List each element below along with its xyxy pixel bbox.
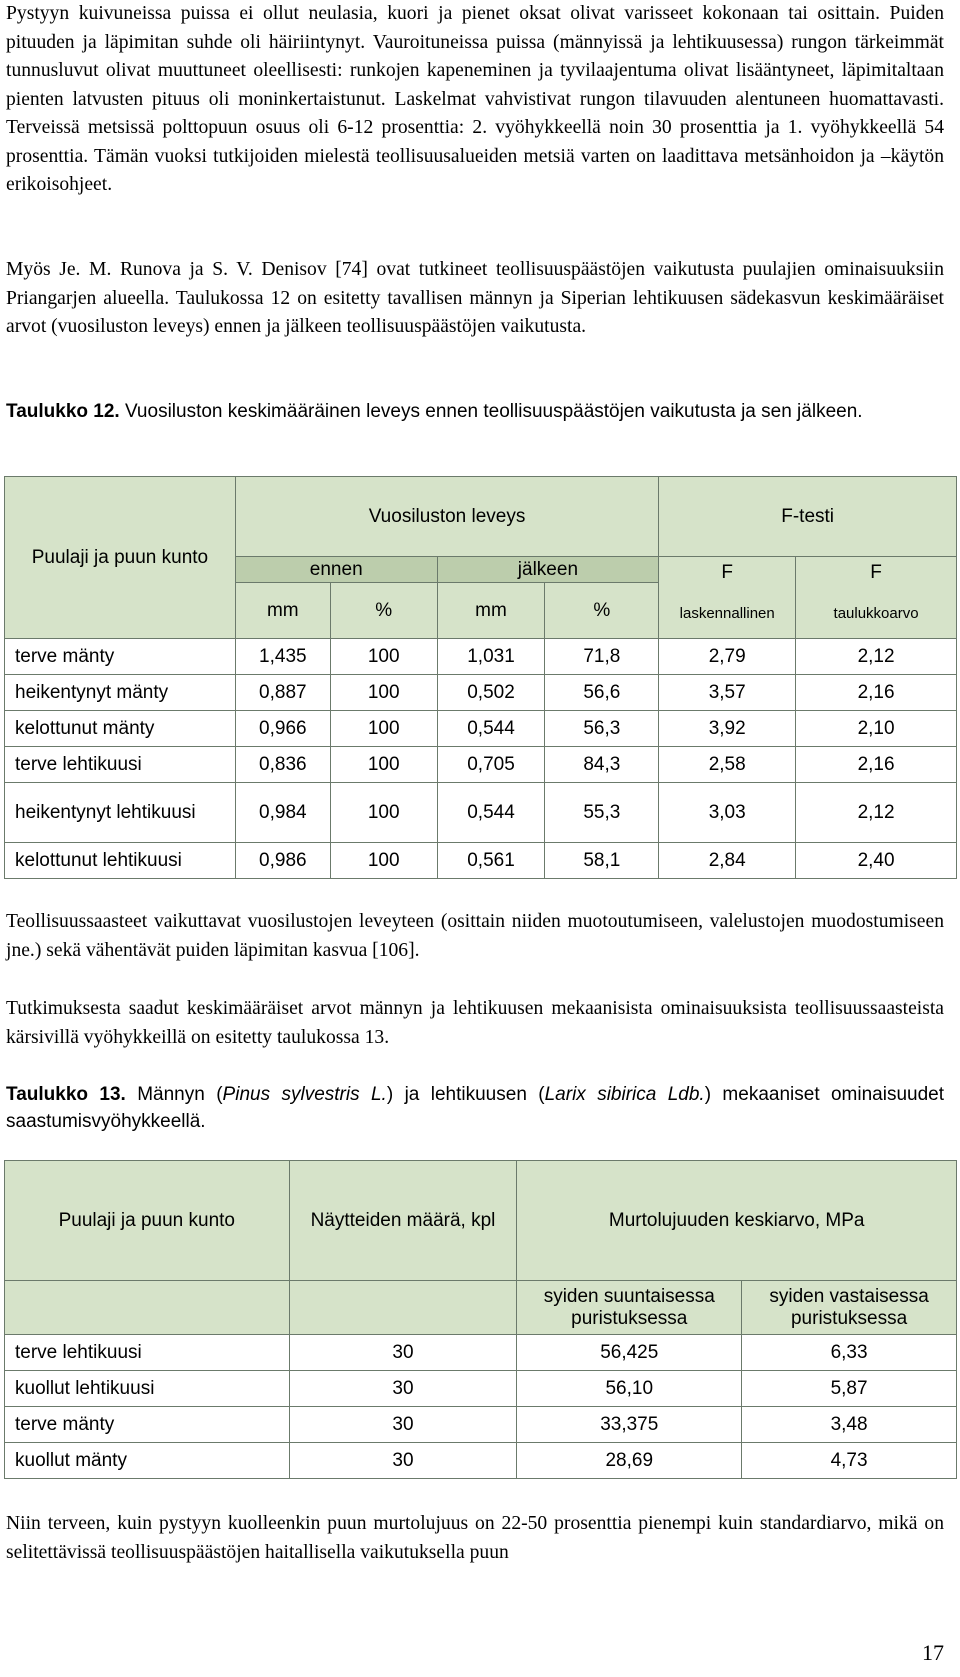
t13-cell-name: kuollut mänty: [5, 1443, 290, 1479]
t12-cell: 0,544: [437, 783, 545, 843]
t12-cell: 100: [330, 639, 437, 675]
t12-cell: 2,16: [796, 747, 957, 783]
t12-head-before: ennen: [235, 557, 437, 583]
t13-cell: 56,425: [517, 1335, 742, 1371]
t12-cell: 0,986: [235, 843, 330, 879]
t12-cell-name: heikentynyt mänty: [5, 675, 236, 711]
t12-cell: 3,03: [659, 783, 796, 843]
paragraph-2: Myös Je. M. Runova ja S. V. Denisov [74] ovat tutkineet teollisuuspäästöjen vaikutusta puulajien ominaisuuksiin Priangarjen alueella. Taulukossa 12 on esitetty tavallisen männyn ja Siperian lehtikuusen sädekasvun keskimääräiset arvot (vuosiluston leveys) ennen ja jälkeen teollisuuspäästöjen vaikutusta.: [6, 259, 944, 337]
t12-head-ftest: F-testi: [659, 477, 957, 557]
table-row: [5, 639, 957, 675]
table-12-caption-text: Vuosiluston keskimääräinen leveys ennen teollisuuspäästöjen vaikutusta ja sen jälkeen.: [124, 401, 863, 422]
t12-cell: 71,8: [545, 639, 659, 675]
t12-cell: 58,1: [545, 843, 659, 879]
t13-cell: 30: [289, 1443, 517, 1479]
t12-f-calc-label: laskennallinen: [679, 605, 775, 622]
t12-cell: 84,3: [545, 747, 659, 783]
t12-unit-pct-after: %: [545, 583, 659, 639]
table-13-caption-a: Männyn (: [137, 1084, 223, 1105]
table-13-caption-label: Taulukko 13.: [6, 1084, 126, 1105]
table-row: [5, 783, 957, 843]
table-row: [5, 843, 957, 879]
t12-cell-name: kelottunut mänty: [5, 711, 236, 747]
t12-unit-mm-before: mm: [235, 583, 330, 639]
table-13-caption-pinus: Pinus sylvestris L.: [222, 1084, 387, 1105]
t12-cell-name: terve mänty: [5, 639, 236, 675]
t12-head-f-calc: [659, 557, 796, 639]
table-row: [5, 711, 957, 747]
t12-cell: 0,836: [235, 747, 330, 783]
table-13-caption: [6, 1081, 944, 1135]
t12-cell: 56,6: [545, 675, 659, 711]
t12-cell: 0,984: [235, 783, 330, 843]
t12-head-after: jälkeen: [437, 557, 659, 583]
t12-cell: 55,3: [545, 783, 659, 843]
t12-cell: 100: [330, 783, 437, 843]
table-row: [5, 1443, 957, 1479]
t12-cell-name: heikentynyt lehtikuusi: [5, 783, 236, 843]
t12-cell: 2,40: [796, 843, 957, 879]
t13-cell: 5,87: [742, 1371, 957, 1407]
t12-cell: 0,705: [437, 747, 545, 783]
t13-cell-name: terve lehtikuusi: [5, 1335, 290, 1371]
t12-cell: 0,561: [437, 843, 545, 879]
t12-cell: 3,92: [659, 711, 796, 747]
t12-cell: 2,10: [796, 711, 957, 747]
t12-cell: 100: [330, 675, 437, 711]
table-13-caption-c: ) mekaaniset ominaisuudet saastumisvyöhykkeellä.: [6, 1084, 945, 1132]
t13-head-samples: Näytteiden määrä, kpl: [289, 1161, 517, 1281]
t13-cell: 33,375: [517, 1407, 742, 1443]
t12-cell: 2,16: [796, 675, 957, 711]
t13-cell: 6,33: [742, 1335, 957, 1371]
table-12: [4, 476, 957, 879]
t13-cell: 30: [289, 1407, 517, 1443]
t12-cell: 0,887: [235, 675, 330, 711]
table-row: [5, 1371, 957, 1407]
t12-cell: 2,12: [796, 639, 957, 675]
t12-cell: 2,12: [796, 783, 957, 843]
t12-cell: 1,031: [437, 639, 545, 675]
table-row: [5, 675, 957, 711]
t12-cell: 100: [330, 747, 437, 783]
t13-cell: 56,10: [517, 1371, 742, 1407]
paragraph-3: Teollisuussaasteet vaikuttavat vuosilustojen leveyteen (osittain niiden muotoutumiseen, valelustojen muodostumiseen jne.) sekä vähentävät puiden läpimitan kasvua [106].: [6, 911, 944, 961]
t12-head-width: Vuosiluston leveys: [235, 477, 658, 557]
t13-head-species: Puulaji ja puun kunto: [5, 1161, 290, 1281]
t12-head-species: Puulaji ja puun kunto: [5, 477, 236, 639]
table-13-caption-b: ) ja lehtikuusen (: [386, 1084, 545, 1105]
paragraph-5: Niin terveen, kuin pystyyn kuolleenkin puun murtolujuus on 22-50 prosenttia pienempi kuin standardiarvo, mikä on selitettävissä teollisuuspäästöjen haitallisella vaikutuksella puun: [6, 1513, 944, 1563]
t12-cell: 3,57: [659, 675, 796, 711]
table-12-caption-label: Taulukko 12.: [6, 401, 120, 422]
t12-cell: 2,58: [659, 747, 796, 783]
t12-cell: 0,544: [437, 711, 545, 747]
t12-cell: 2,79: [659, 639, 796, 675]
t13-cell-name: terve mänty: [5, 1407, 290, 1443]
t12-cell: 56,3: [545, 711, 659, 747]
t12-cell-name: kelottunut lehtikuusi: [5, 843, 236, 879]
t13-head-along: syiden suuntaisessa puristuksessa: [517, 1281, 742, 1335]
t13-cell: 30: [289, 1335, 517, 1371]
t12-unit-mm-after: mm: [437, 583, 545, 639]
t12-unit-pct-before: %: [330, 583, 437, 639]
table-row: [5, 747, 957, 783]
paragraph-1: Pystyyn kuivuneissa puissa ei ollut neulasia, kuori ja pienet oksat olivat varisseet kokonaan tai osittain. Puiden pituuden ja läpimitan suhde oli häiriintynyt. Vauroituneissa puissa (männyissä ja lehtikuusessa) rungon tärkeimmät tunnusluvut olivat muuttuneet oleellisesti: runkojen kapeneminen ja tyvilaajentuma olivat lisääntyneet, läpimitaltaan pienten latvusten pituus oli moninkertaistunut. Laskelmat vahvistivat rungon tilavuuden alentuneen huomattavasti. Terveissä metsissä polttopuun osuus oli 6-12 prosenttia: 2. vyöhykkeellä noin 30 prosenttia ja 1. vyöhykkeellä 54 prosenttia. Tämän vuoksi tutkijoiden mielestä teollisuusalueiden metsiä varten on laadittava metsänhoidon ja –käytön erikoisohjeet.: [6, 3, 944, 195]
t12-f-calc-letter: F: [721, 562, 733, 583]
t13-cell: 4,73: [742, 1443, 957, 1479]
table-13: [4, 1160, 957, 1479]
t13-cell: 3,48: [742, 1407, 957, 1443]
t12-cell-name: terve lehtikuusi: [5, 747, 236, 783]
table-row: [5, 1335, 957, 1371]
t12-cell: 0,966: [235, 711, 330, 747]
page-number: 17: [922, 1640, 944, 1665]
t13-head-blank-1: [5, 1281, 290, 1335]
t12-cell: 2,84: [659, 843, 796, 879]
t12-head-f-table: [796, 557, 957, 639]
t13-cell: 28,69: [517, 1443, 742, 1479]
t13-cell-name: kuollut lehtikuusi: [5, 1371, 290, 1407]
t13-head-blank-2: [289, 1281, 517, 1335]
t12-cell: 1,435: [235, 639, 330, 675]
t13-head-strength: Murtolujuuden keskiarvo, MPa: [517, 1161, 957, 1281]
t12-f-table-label: taulukkoarvo: [833, 605, 919, 622]
t13-head-across: syiden vastaisessa puristuksessa: [742, 1281, 957, 1335]
t13-cell: 30: [289, 1371, 517, 1407]
t12-cell: 100: [330, 843, 437, 879]
t12-f-table-letter: F: [870, 562, 882, 583]
paragraph-4: Tutkimuksesta saadut keskimääräiset arvot männyn ja lehtikuusen mekaanisista ominaisuuksista teollisuussaasteista kärsivillä vyöhykkeillä on esitetty taulukossa 13.: [6, 998, 944, 1048]
table-row: [5, 1407, 957, 1443]
table-12-caption: [6, 398, 944, 425]
t12-cell: 0,502: [437, 675, 545, 711]
t12-cell: 100: [330, 711, 437, 747]
table-13-caption-larix: Larix sibirica Ldb.: [544, 1084, 705, 1105]
